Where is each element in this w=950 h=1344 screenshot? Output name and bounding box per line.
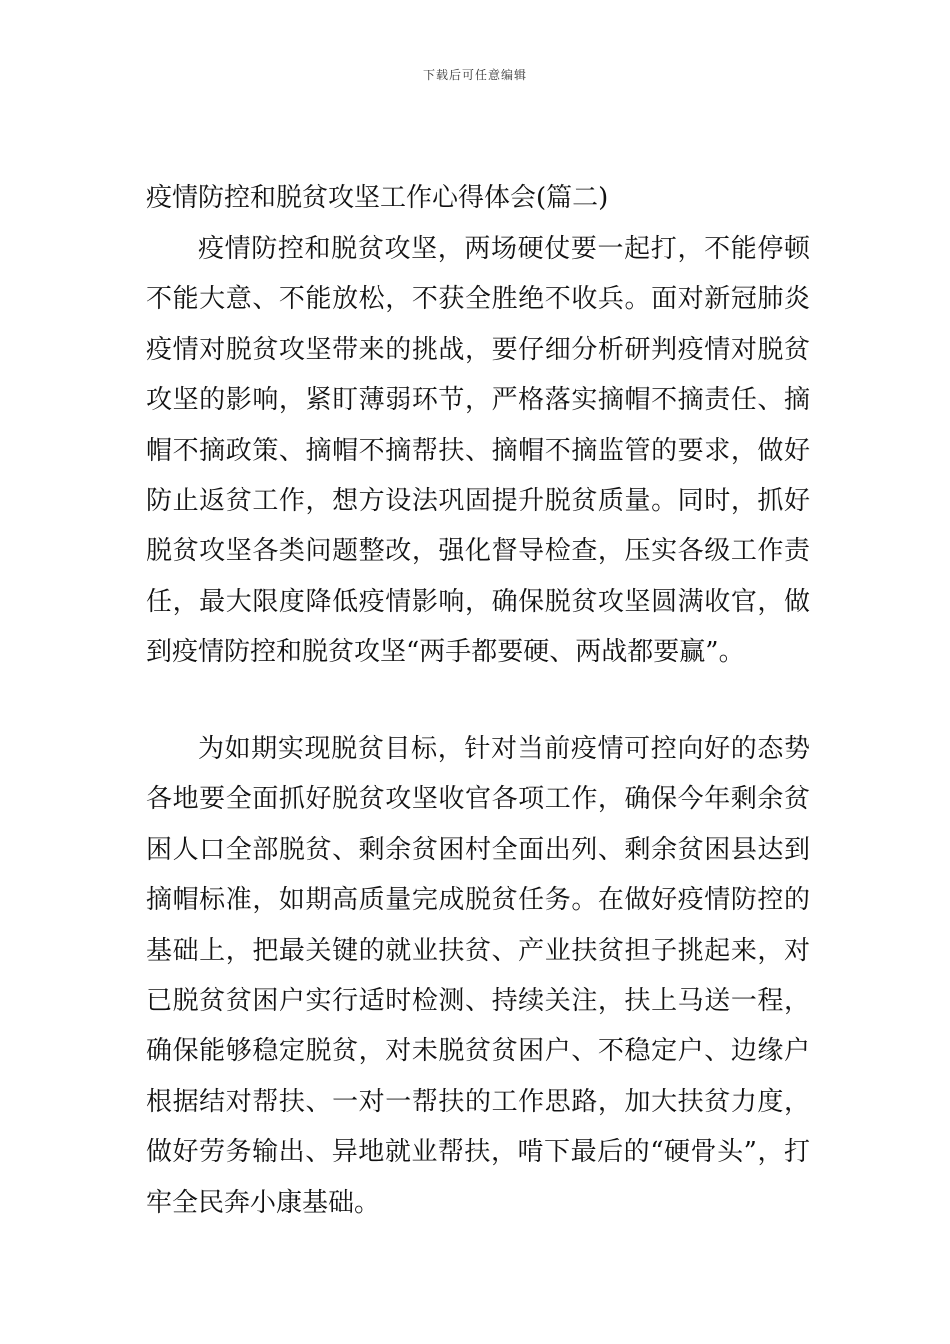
document-title: 疫情防控和脱贫攻坚工作心得体会(篇二) [146,183,609,213]
body-paragraph-2: 为如期实现脱贫目标，针对当前疫情可控向好的态势各地要全面抓好脱贫攻坚收官各项工作，确保今年剩余贫困人口全部脱贫、剩余贫困村全面出列、剩余贫困县达到摘帽标准，如期高质量完成脱贫任务。在做好疫情防控的基础上，把最关键的就业扶贫、产业扶贫担子挑起来，对已脱贫贫困户实行适时检测、持续关注，扶上马送一程，确保能够稳定脱贫，对未脱贫贫困户、不稳定户、边缘户根据结对帮扶、一对一帮扶的工作思路，加大扶贫力度，做好劳务输出、异地就业帮扶，啃下最后的“硬骨头”，打牢全民奔小康基础。 [146,734,810,1218]
header-note: 下载后可任意编辑 [422,68,527,82]
body-paragraph-1: 疫情防控和脱贫攻坚，两场硬仗要一起打，不能停顿不能大意、不能放松，不获全胜绝不收兵。面对新冠肺炎疫情对脱贫攻坚带来的挑战，要仔细分析研判疫情对脱贫攻坚的影响，紧盯薄弱环节，严格落实摘帽不摘责任、摘帽不摘政策、摘帽不摘帮扶、摘帽不摘监管的要求，做好防止返贫工作，想方设法巩固提升脱贫质量。同时，抓好脱贫攻坚各类问题整改，强化督导检查，压实各级工作责任，最大限度降低疫情影响，确保脱贫攻坚圆满收官，做到疫情防控和脱贫攻坚“两手都要硬、两战都要赢”。 [146,234,810,668]
